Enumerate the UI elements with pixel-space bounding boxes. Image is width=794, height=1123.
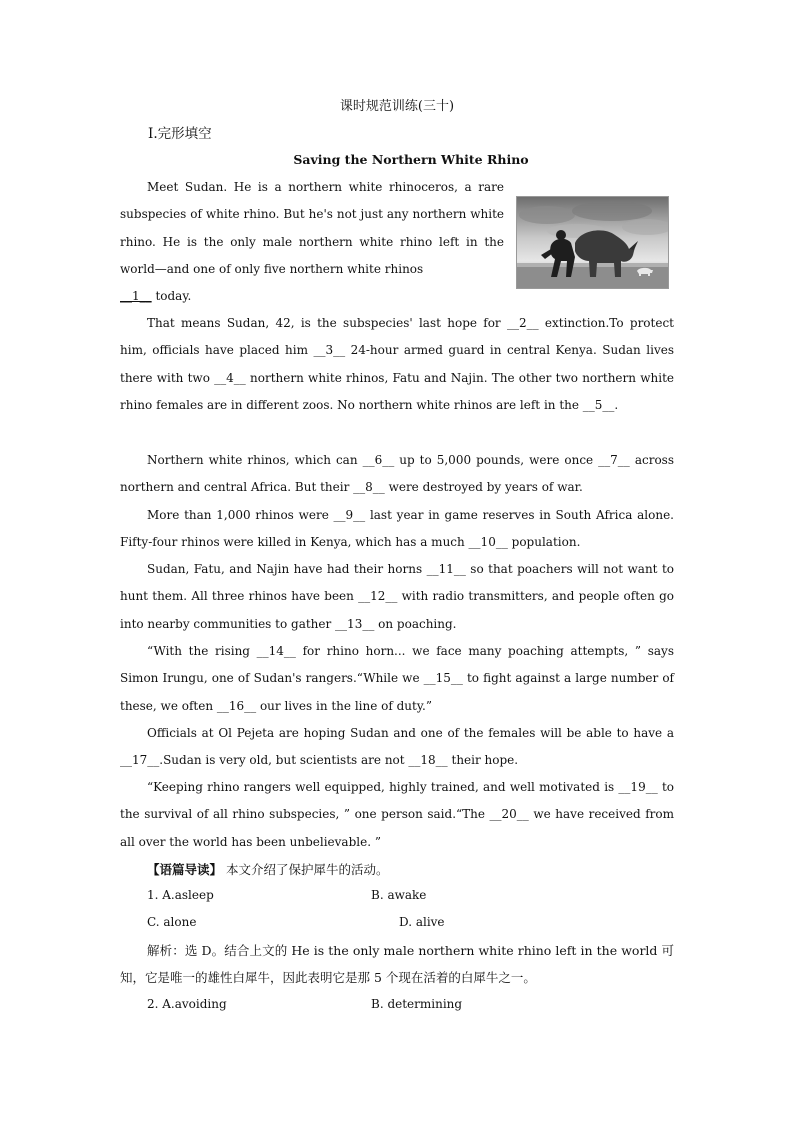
paragraph-5-text: Sudan, Fatu, and Najin have had their horns __11__ so that poachers will not want to hunt them. All three rhinos have been __12__ with radio transmitters, and people often go into nearby communities to gather __13__ on poaching.	[120, 562, 674, 631]
paragraph-3	[120, 447, 674, 502]
blank-1: __1__	[120, 289, 152, 303]
q2-option-b: B. determining	[371, 997, 463, 1011]
paragraph-6-text: “With the rising __14__ for rhino horn... we face many poaching attempts, ” says Simon Irungu, one of Sudan's rangers.“While we __15__ to fight against a large number of these, we often __16__ our lives in the line of duty.”	[120, 644, 674, 713]
q1-option-c: C. alone	[147, 915, 197, 929]
paragraph-7-text: Officials at Ol Pejeta are hoping Sudan and one of the females will be able to have a __17__.Sudan is very old, but scientists are not __18__ their hope.	[120, 726, 674, 768]
section-heading: Ⅰ.完形填空	[148, 126, 212, 142]
passage-guide	[147, 860, 389, 878]
q1-option-b: B. awake	[371, 888, 427, 902]
paragraph-6	[120, 638, 674, 720]
q1-option-a: 1. A.asleep	[147, 888, 214, 902]
paragraph-1	[120, 174, 504, 283]
passage-title: Saving the Northern White Rhino	[293, 152, 529, 167]
paragraph-4	[120, 502, 674, 557]
paragraph-2	[120, 310, 674, 419]
paragraph-1-end	[120, 289, 191, 303]
paragraph-8-text: “Keeping rhino rangers well equipped, highly trained, and well motivated is __19__ to the survival of all rhino subspecies, ” one person said.“The __20__ we have received from all over the world has been unbelievable. ”	[120, 780, 674, 849]
paragraph-3-text: Northern white rhinos, which can __6__ up to 5,000 pounds, were once __7__ across northern and central Africa. But their __8__ were destroyed by years of war.	[120, 453, 674, 495]
rhino-photo	[516, 196, 669, 289]
page-title: 课时规范训练(三十)	[339, 99, 455, 114]
paragraph-2-text: That means Sudan, 42, is the subspecies' last hope for __2__ extinction.To protect him, officials have placed him __3__ 24-hour armed guard in central Kenya. Sudan lives there with two __4__ northern white rhinos, Fatu and Najin. The other two northern white rhino females are in different zoos. No northern white rhinos are left in the __5__.	[120, 316, 674, 412]
paragraph-4-text: More than 1,000 rhinos were __9__ last year in game reserves in South Africa alone. Fifty-four rhinos were killed in Kenya, which has a much __10__ population.	[120, 508, 674, 550]
rhino-photo-image	[517, 197, 668, 288]
q1-option-d: D. alive	[399, 915, 445, 929]
guide-text: 本文介绍了保护犀牛的活动。	[222, 862, 389, 877]
paragraph-5	[120, 556, 674, 638]
paragraph-1-tail: today.	[151, 289, 192, 303]
q2-option-a: 2. A.avoiding	[147, 997, 227, 1011]
paragraph-8	[120, 774, 674, 856]
paragraph-1-text: Meet Sudan. He is a northern white rhinoceros, a rare subspecies of white rhino. But he's not just any northern white rhino. He is the only male northern white rhino left in the world—and one of only five northern white rhinos	[120, 180, 504, 276]
guide-label: 【语篇导读】	[147, 862, 223, 877]
paragraph-7	[120, 720, 674, 775]
q1-analysis	[120, 937, 674, 992]
q1-analysis-text: 解析：选 D。结合上文的 He is the only male northern white rhino left in the world 可知，它是唯一的雄性白犀牛，因此表明它是那 5 个现在活着的白犀牛之一。	[120, 943, 674, 986]
